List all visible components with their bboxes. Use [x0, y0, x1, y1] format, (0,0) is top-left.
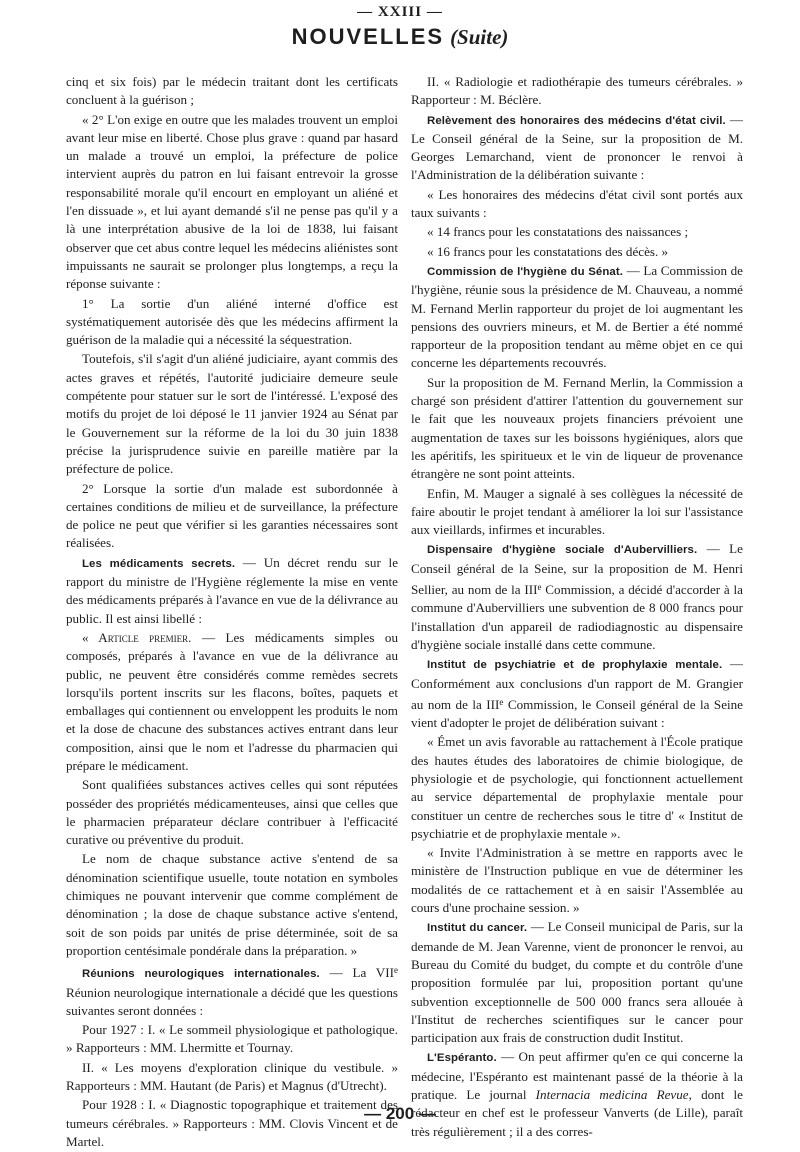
superscript: e — [499, 696, 504, 707]
paragraph: « 14 francs pour les constatations des naissances ; — [427, 224, 689, 240]
page-title — [0, 24, 800, 50]
section-honoraires-etat-civil — [411, 111, 743, 185]
paragraph: « Les honoraires des médecins d'état civil sont portés aux taux suivants : — [411, 186, 743, 221]
page-number: — 200 — — [364, 1104, 436, 1123]
section-text: — Le Conseil général de la Seine, sur la proposition de M. Henri Sellier, au nom de la III — [411, 541, 743, 598]
section-heading: Institut de psychiatrie et de prophylaxie mentale. — [427, 659, 723, 672]
paragraph: II. « Radiologie et radiothérapie des tumeurs cérébrales. » Rapporteur : M. Béclère. — [411, 74, 743, 108]
paragraph: Le nom de chaque substance active s'entend de sa dénomination scientifique usuelle, toute notation en symboles chimiques ne pouvant intervenir que comme complément de dénomination ; la dose de chaque substance active s'entend, soit de son poids par unités de prise déterminée, soit de sa proportion centésimale pondérale dans la préparation. » — [66, 851, 398, 958]
section-heading: Réunions neurologiques internationales. — [82, 968, 320, 981]
paragraph: « 16 francs pour les constatations des décès. » — [427, 243, 669, 259]
section-text: — La VII — [319, 965, 394, 981]
section-medicaments-secrets — [66, 554, 398, 628]
section-commission-hygiene — [411, 262, 743, 373]
paragraph: Pour 1927 : I. « Le sommeil physiologique et pathologique. » Rapporteurs : MM. Lhermitte et Tournay. — [66, 1022, 398, 1056]
paragraph: Sont qualifiées substances actives celles qui sont réputées posséder des propriétés médicamenteuses, ainsi que celles que le pharmacien préparateur déclare contribuer à l'efficacité curative ou préventive du produit. — [66, 777, 398, 848]
superscript: e — [537, 582, 542, 593]
roman-page-number: — XXIII — — [357, 4, 443, 20]
section-heading: L'Espéranto. — [427, 1052, 497, 1065]
paragraph: « Invite l'Administration à se mettre en rapports avec le ministère de l'Instruction publique en vue de déterminer les modalités de ce rattachement et à en saisir l'Assemblée au cours d'une prochaine session. » — [411, 845, 743, 916]
paragraph: Toutefois, s'il s'agit d'un aliéné judiciaire, ayant commis des actes graves et répétés, l'autorité judiciaire demeure seule compétente pour statuer sur le sort de l'intéressé. L'exposé des motifs du projet de loi déposé le 11 janvier 1924 au Sénat par le Gouvernement sur la réforme de la loi du 30 juin 1838 précise la jurisprudence suivie en pareille matière par la préfecture de police. — [66, 351, 398, 477]
section-institut-psychiatrie — [411, 655, 743, 732]
paragraph: cinq et six fois) par le médecin traitant dont les certificats concluent à la guérison ; — [66, 74, 398, 108]
journal-title: Internacia medicina Revue — [535, 1087, 689, 1103]
section-text: , dont le rédacteur en chef est le professeur Vanverts (de Lille), paraît très régulièrement ; il a des corres- — [411, 1087, 743, 1139]
paragraph: 2° Lorsque la sortie d'un malade est subordonnée à certaines conditions de milieu et de surveillance, la préfecture de police ne peut que vérifier si les garanties nécessaires sont réalisées. — [66, 480, 398, 551]
section-esperanto — [411, 1048, 743, 1140]
paragraph: Sur la proposition de M. Fernand Merlin, la Commission a chargé son président d'attirer l'attention du gouvernement sur le fait que les nouveaux projets financiers prévoient une augmentation de taxes sur les boissons hygiéniques, alors que les apéritifs, les spiritueux et le vin de liqueur de provenance étrangère ne sont point atteints. — [411, 374, 743, 482]
section-institut-cancer — [411, 918, 743, 1047]
article-label: « Article premier. — [82, 629, 192, 645]
paragraph: « Émet un avis favorable au rattachement à l'École pratique des hautes études des laboratoires de chimie biologique, de physiologie et de psychologie, qui fonctionnent actuellement au service départemental de prophylaxie mentale pour constituer un centre de recherches sous le titre d' « Institut de psychiatrie et de prophylaxie mentale ». — [411, 734, 743, 841]
section-reunions-neurologiques — [66, 961, 398, 1020]
paragraph: Enfin, M. Mauger a signalé à ses collègues la nécessité de faire aboutir le projet tendant à améliorer la loi sur l'assistance aux vieillards, infirmes et incurables. — [411, 485, 743, 538]
section-heading: Relèvement des honoraires des médecins d'état civil. — [427, 114, 726, 127]
paragraph: II. « Les moyens d'exploration clinique du vestibule. » Rapporteurs : MM. Hautant (de Paris) et Magnus (d'Utrecht). — [66, 1059, 398, 1094]
superscript: e — [394, 965, 398, 976]
section-text: — La Commission de l'hygiène, réunie sous la présidence de M. Chauveau, a nommé M. Fernand Merlin rapporteur du projet de loi augmentant les pensions des ouvriers mineurs, et M. de Bertier a été nommé rapporteur de la proposition tendant au même objet en ce qui concerne les départements recouvrés. — [411, 262, 743, 371]
article-paragraph — [66, 629, 398, 775]
paragraph: 1° La sortie d'un aliéné interné d'office est systématiquement autorisée dès que les médecins affirment la guérison de la maladie qui a nécessité la séquestration. — [66, 295, 398, 348]
section-heading: Institut du cancer. — [427, 922, 528, 935]
section-heading: Commission de l'hygiène du Sénat. — [427, 265, 624, 278]
section-text: Commission, a décidé d'accorder à la commune d'Aubervilliers une subvention de 8 000 francs pour l'installation d'un appareil de radiodiagnostic au dispensaire d'hygiène sociale installé dans cette commune. — [411, 582, 743, 652]
section-text: Réunion neurologique internationale a décidé que les questions suivantes seront données : — [66, 984, 398, 1018]
section-heading: Dispensaire d'hygiène sociale d'Aubervilliers. — [427, 544, 698, 557]
right-column — [411, 73, 743, 1142]
title-suite: (Suite) — [450, 25, 509, 49]
section-dispensaire-aubervilliers — [411, 540, 743, 654]
section-text: — Un décret rendu sur le rapport du ministre de l'Hygiène réglemente la mise en vente des médicaments préparés à l'avance en vue de la délivrance au public. Il est ainsi libellé : — [66, 554, 399, 626]
left-column — [66, 73, 398, 1152]
article-text: — Les médicaments simples ou composés, préparés à l'avance en vue de la délivrance au public, ne peuvent être considérés comme remèdes secrets lorsqu'ils portent inscrits sur les flacons, boîtes, paquets et emballages qui contiennent ou enveloppent les produits le nom et la dose de chacune des substances actives entrant dans leur composition, ainsi que le nom et l'adresse du pharmacien qui prépare le médicament. — [66, 629, 399, 773]
section-text: — Le Conseil municipal de Paris, sur la demande de M. Jean Varenne, vient de prononcer le renvoi, au Bureau du Comité du budget, du compte et du contrôle d'une proposition formulée par lui, proposition portant qu'une subvention exceptionnelle de 500 000 francs sera allouée à l'Institut de recherches scientifiques sur le cancer pour participation aux frais de construction dudit Institut. — [411, 919, 743, 1046]
paragraph: « 2° L'on exige en outre que les malades trouvent un emploi avant leur mise en liberté. Chose plus grave : quand par hasard un malade a trouvé un emploi, la préfecture de police intervient auprès du patron en lui faisant entrevoir la grosse responsabilité morale qu'il encourt en employant un aliéné et l'en dissuade », et lui ayant demandé s'il ne pense pas qu'il y a là une interprétation abusive de la loi de 1838, lui faisant observer que cet abus contre lequel les médecins aliénistes sont impuissants ne saurait se prolonger plus longtemps, a reçu la réponse suivante : — [66, 111, 398, 292]
section-text: — Conformément aux conclusions d'un rapport de M. Grangier au nom de la III — [411, 656, 743, 712]
title-text: NOUVELLES — [291, 24, 445, 49]
section-heading: Les médicaments secrets. — [82, 557, 236, 570]
section-text: — Le Conseil général de la Seine, sur la proposition de M. Georges Lemarchand, vient de prononcer le renvoi à l'Administration de la délibération suivante : — [411, 111, 743, 183]
section-text: — On peut affirmer qu'en ce qui concerne la médecine, l'Espéranto est maintenant passé de la théorie à la pratique. Le journal — [411, 1049, 743, 1103]
section-text: Commission, le Conseil général de la Seine vient d'adopter le projet de délibération suivant : — [411, 696, 743, 731]
paragraph: Pour 1928 : I. « Diagnostic topographique et traitement des tumeurs cérébrales. » Rapporteurs : MM. Clovis Vincent et de Martel. — [66, 1097, 398, 1149]
